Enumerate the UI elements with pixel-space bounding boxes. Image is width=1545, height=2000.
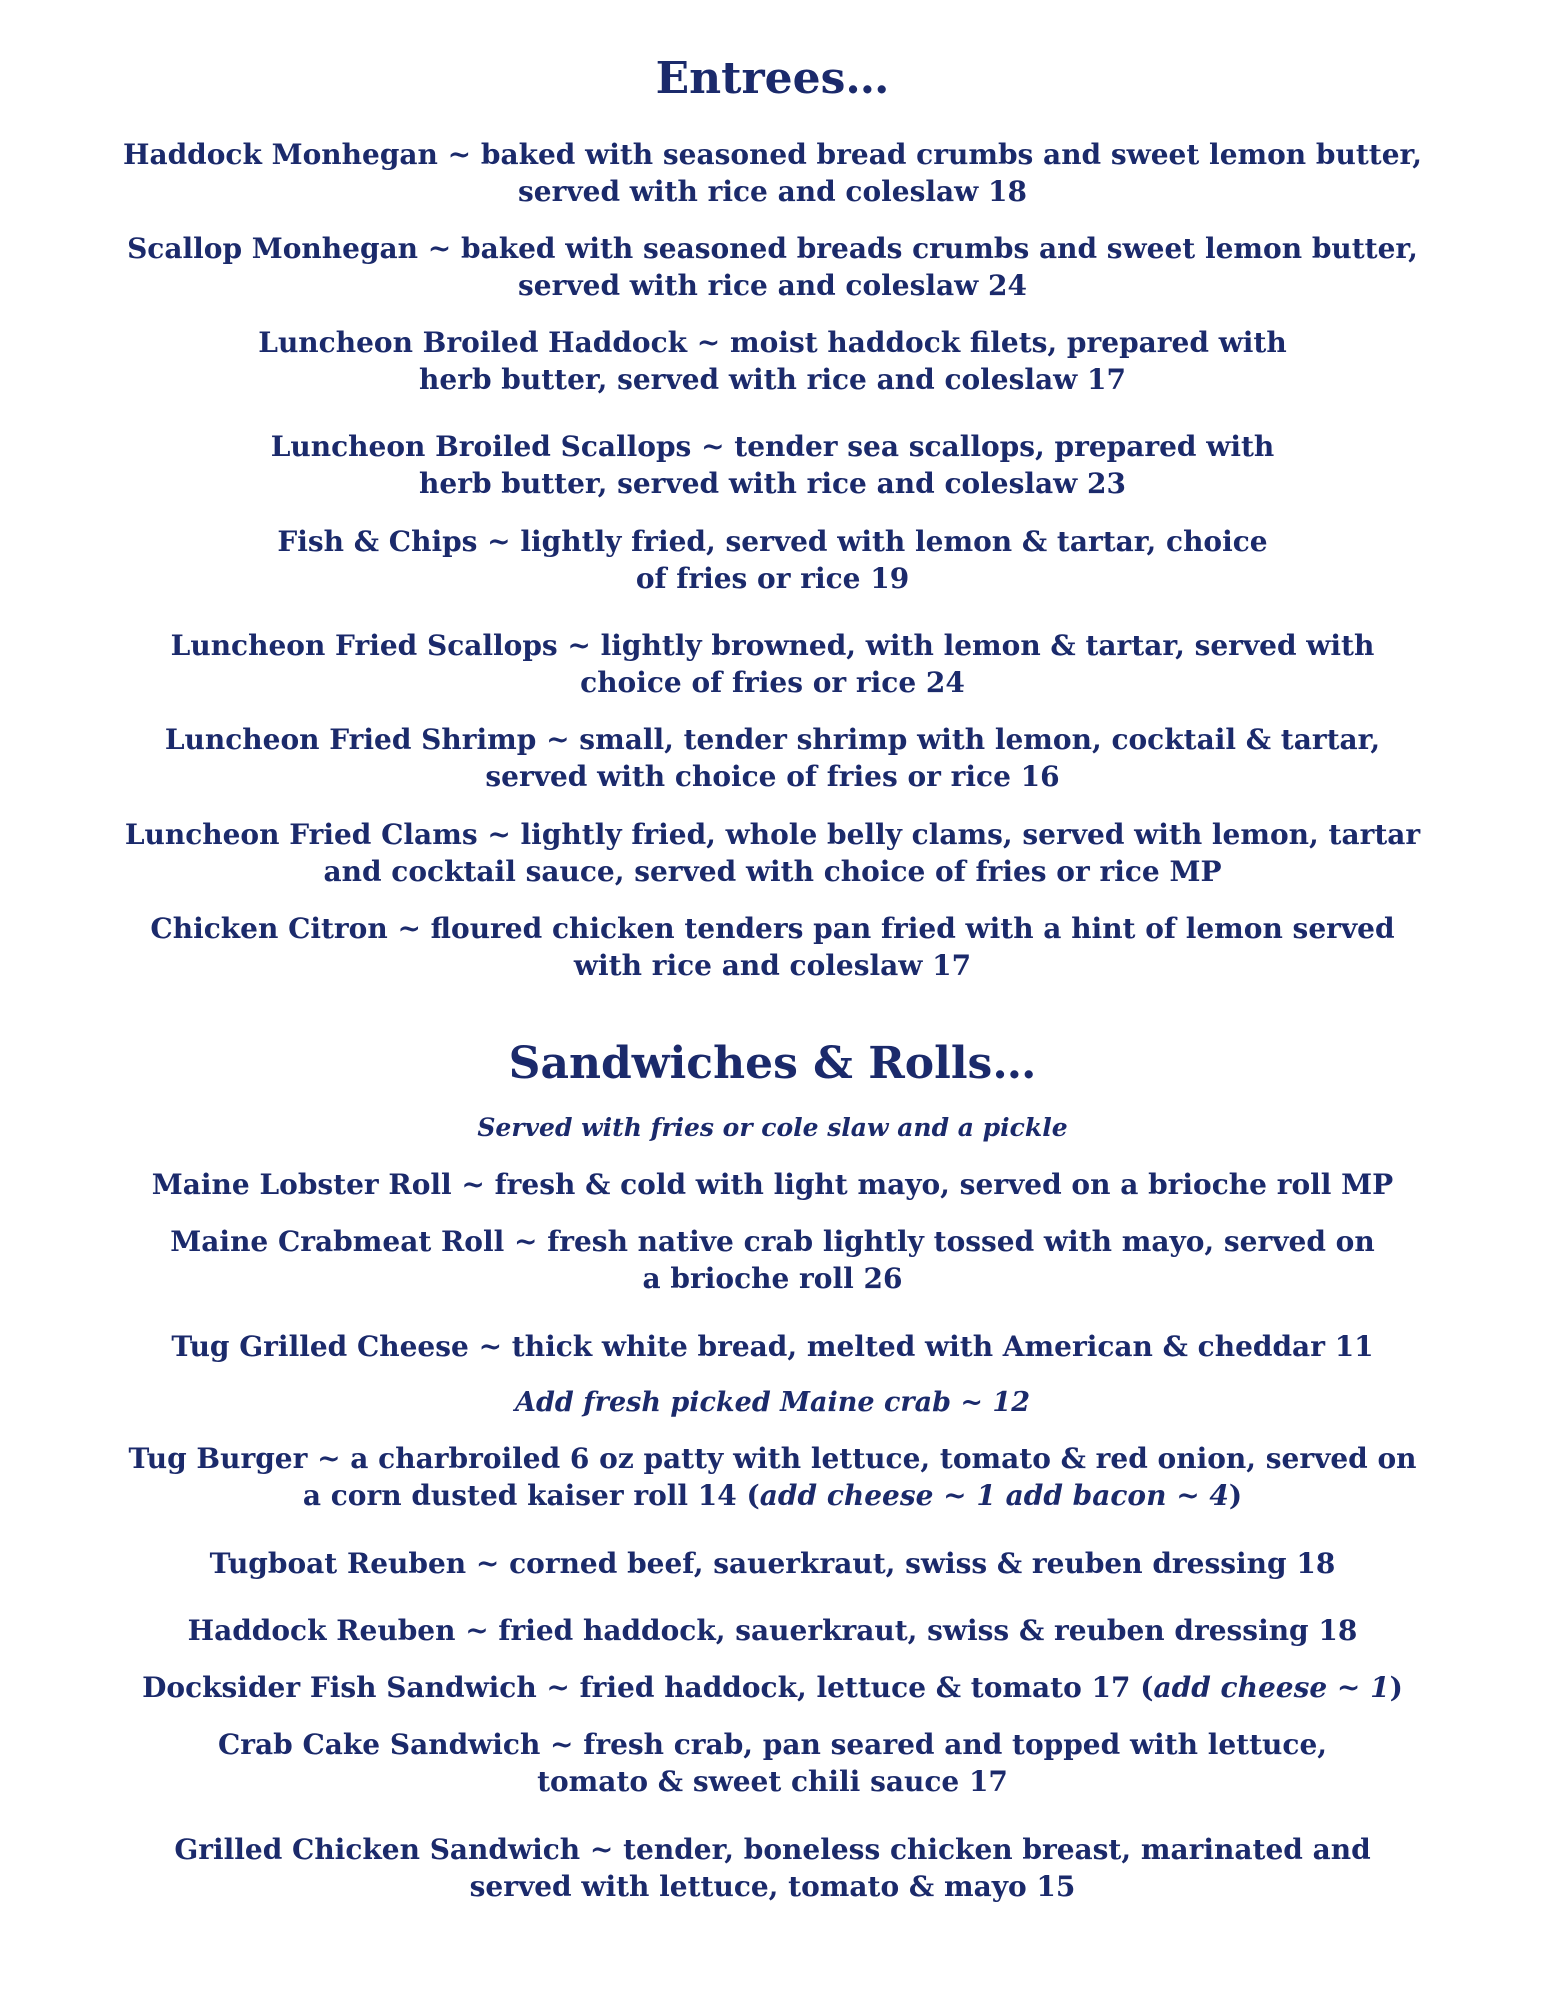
item-line: with rice and coleslaw 17	[573, 949, 972, 982]
menu-item-broiled-haddock	[40, 324, 1505, 398]
item-line: a corn dusted kaiser roll 14 (	[302, 1479, 760, 1512]
item-line: Luncheon Broiled Haddock ~ moist haddock filets, prepared with	[258, 326, 1287, 359]
grilled-cheese-addon: Add fresh picked Maine crab ~ 12	[515, 1387, 1030, 1418]
menu-item-grilled-cheese	[40, 1328, 1505, 1365]
item-line-close: )	[1228, 1479, 1243, 1512]
item-line: Crab Cake Sandwich ~ fresh crab, pan seared and topped with lettuce,	[217, 1728, 1328, 1761]
menu-item-crab-cake	[40, 1726, 1505, 1800]
menu-item-fried-scallops	[40, 627, 1505, 701]
item-line: Tug Grilled Cheese ~ thick white bread, melted with American & cheddar 11	[171, 1330, 1374, 1363]
item-line: Luncheon Fried Clams ~ lightly fried, whole belly clams, served with lemon, tartar	[124, 818, 1421, 851]
entrees-title: Entrees…	[655, 53, 890, 104]
item-line: Docksider Fish Sandwich ~ fried haddock, lettuce & tomato 17 (	[142, 1671, 1154, 1704]
item-line: Maine Crabmeat Roll ~ fresh native crab lightly tossed with mayo, served on	[170, 1225, 1375, 1258]
item-line: herb butter, served with rice and coleslaw 23	[419, 467, 1126, 500]
item-line: Tug Burger ~ a charbroiled 6 oz patty with lettuce, tomato & red onion, served on	[128, 1442, 1417, 1475]
item-line: served with choice of fries or rice 16	[485, 760, 1060, 793]
sandwiches-subtitle: Served with fries or cole slaw and a pickle	[477, 1113, 1068, 1142]
item-line: served with lettuce, tomato & mayo 15	[469, 1870, 1076, 1903]
item-line: served with rice and coleslaw 24	[518, 269, 1027, 302]
menu-item-scallop-monhegan	[40, 230, 1505, 304]
item-line: Haddock Reuben ~ fried haddock, sauerkraut, swiss & reuben dressing 18	[187, 1614, 1358, 1647]
item-line: served with rice and coleslaw 18	[518, 175, 1027, 208]
sandwiches-title: Sandwiches & Rolls…	[508, 1038, 1037, 1089]
item-line: Maine Lobster Roll ~ fresh & cold with light mayo, served on a brioche roll MP	[151, 1168, 1394, 1201]
menu-item-crabmeat-roll	[40, 1223, 1505, 1297]
menu-item-fish-and-chips	[40, 523, 1505, 597]
item-line: Chicken Citron ~ floured chicken tenders pan fried with a hint of lemon served	[150, 912, 1395, 945]
item-line: and cocktail sauce, served with choice of fries or rice MP	[323, 855, 1222, 888]
menu-item-haddock-reuben	[40, 1612, 1505, 1649]
item-line: of fries or rice 19	[635, 562, 910, 595]
item-line: Luncheon Fried Shrimp ~ small, tender shrimp with lemon, cocktail & tartar,	[164, 723, 1381, 756]
item-line-close: )	[1389, 1671, 1403, 1704]
menu-item-broiled-scallops	[40, 428, 1505, 502]
item-line: a brioche roll 26	[642, 1262, 903, 1295]
item-line: Scallop Monhegan ~ baked with seasoned breads crumbs and sweet lemon butter,	[127, 232, 1418, 265]
item-line: Fish & Chips ~ lightly fried, served with lemon & tartar, choice	[277, 525, 1268, 558]
docksider-addon: add cheese ~ 1	[1153, 1671, 1390, 1704]
item-line: choice of fries or rice 24	[580, 666, 965, 699]
menu-item-lobster-roll	[40, 1166, 1505, 1203]
menu-item-haddock-monhegan	[40, 136, 1505, 210]
menu-item-grilled-chicken	[40, 1831, 1505, 1905]
menu-item-chicken-citron	[40, 910, 1505, 984]
item-line: herb butter, served with rice and coleslaw 17	[419, 363, 1126, 396]
menu-item-tug-burger	[40, 1440, 1505, 1514]
item-line: Luncheon Broiled Scallops ~ tender sea scallops, prepared with	[270, 430, 1275, 463]
item-line: Luncheon Fried Scallops ~ lightly browned, with lemon & tartar, served with	[170, 629, 1375, 662]
item-line: Grilled Chicken Sandwich ~ tender, boneless chicken breast, marinated and	[174, 1833, 1371, 1866]
menu-item-fried-clams	[40, 816, 1505, 890]
item-line: Tugboat Reuben ~ corned beef, sauerkraut, swiss & reuben dressing 18	[209, 1547, 1336, 1580]
item-line: Haddock Monhegan ~ baked with seasoned bread crumbs and sweet lemon butter,	[123, 138, 1422, 171]
burger-addon: add cheese ~ 1 add bacon ~ 4	[759, 1479, 1229, 1512]
menu-item-docksider	[40, 1669, 1505, 1706]
item-line: tomato & sweet chili sauce 17	[537, 1765, 1008, 1798]
menu-item-tugboat-reuben	[40, 1545, 1505, 1582]
menu-item-fried-shrimp	[40, 721, 1505, 795]
